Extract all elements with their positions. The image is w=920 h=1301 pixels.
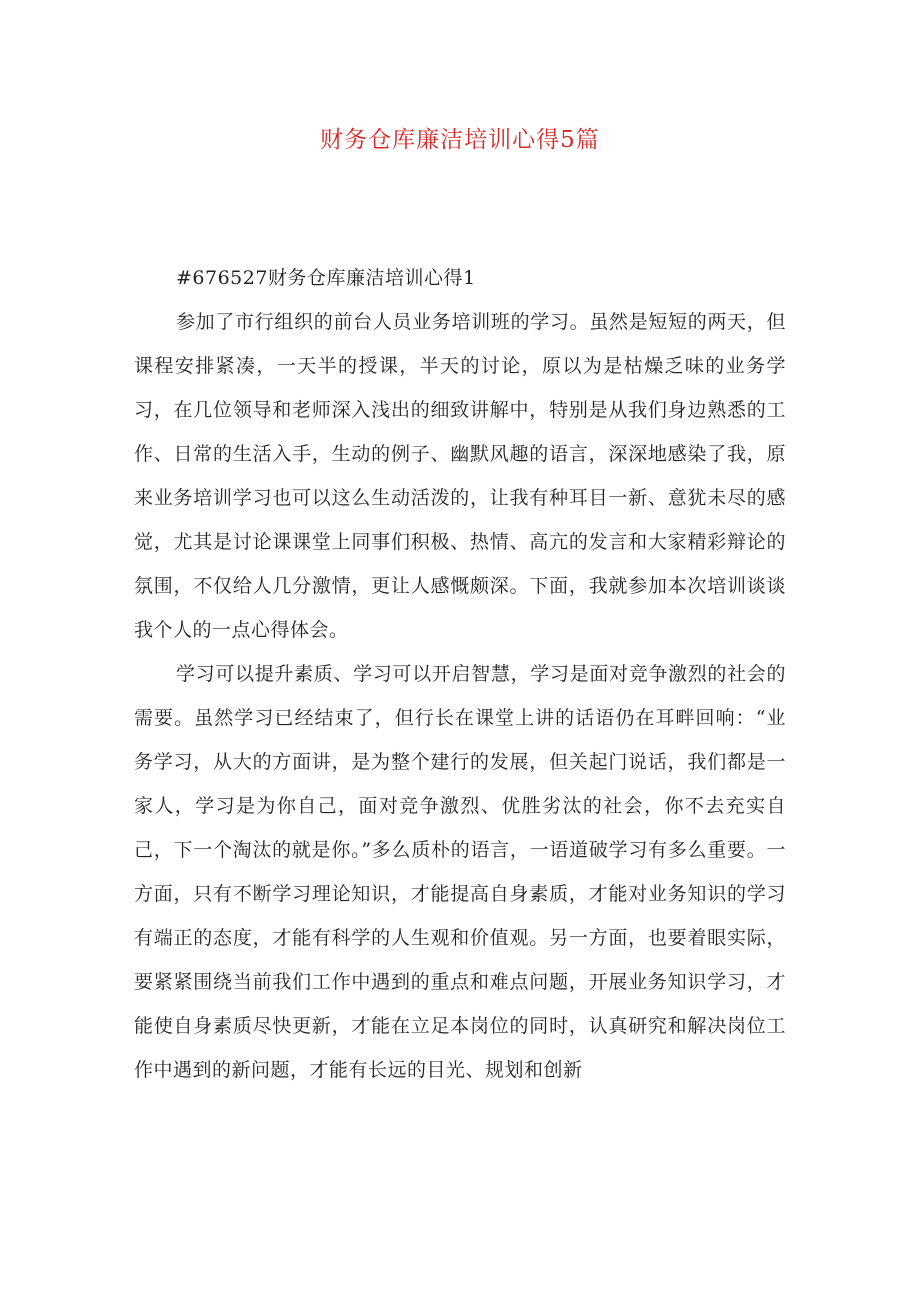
document-body [134, 256, 786, 1092]
paragraph-1: 参加了市行组织的前台人员业务培训班的学习。虽然是短短的两天，但课程安排紧凑，一天半的授课，半天的讨论，原以为是枯燥乏味的业务学习，在几位领导和老师深入浅出的细致讲解中，特别是从我们身边熟悉的工作、日常的生活入手，生动的例子、幽默风趣的语言，深深地感染了我，原来业务培训学习也可以这么生动活泼的，让我有种耳目一新、意犹未尽的感觉，尤其是讨论课课堂上同事们积极、热情、高亢的发言和大家精彩辩论的氛围，不仅给人几分激情，更让人感慨颇深。下面，我就参加本次培训谈谈我个人的一点心得体会。 [134, 311, 786, 641]
section-heading: #676527财务仓库廉洁培训心得1 [176, 267, 476, 289]
paragraph-2: 学习可以提升素质、学习可以开启智慧，学习是面对竞争激烈的社会的需要。虽然学习已经结束了，但行长在课堂上讲的话语仍在耳畔回响：“业务学习，从大的方面讲，是为整个建行的发展，但关起门说话，我们都是一家人，学习是为你自己，面对竞争激烈、优胜劣汰的社会，你不去充实自己，下一个淘汰的就是你。”多么质朴的语言，一语道破学习有多么重要。一方面，只有不断学习理论知识，才能提高自身素质，才能对业务知识的学习有端正的态度，才能有科学的人生观和价值观。另一方面，也要着眼实际，要紧紧围绕当前我们工作中遇到的重点和难点问题，开展业务知识学习，才能使自身素质尽快更新，才能在立足本岗位的同时，认真研究和解决岗位工作中遇到的新问题，才能有长远的目光、规划和创新 [134, 663, 786, 1081]
document-title: 财务仓库廉洁培训心得5篇 [320, 127, 600, 153]
